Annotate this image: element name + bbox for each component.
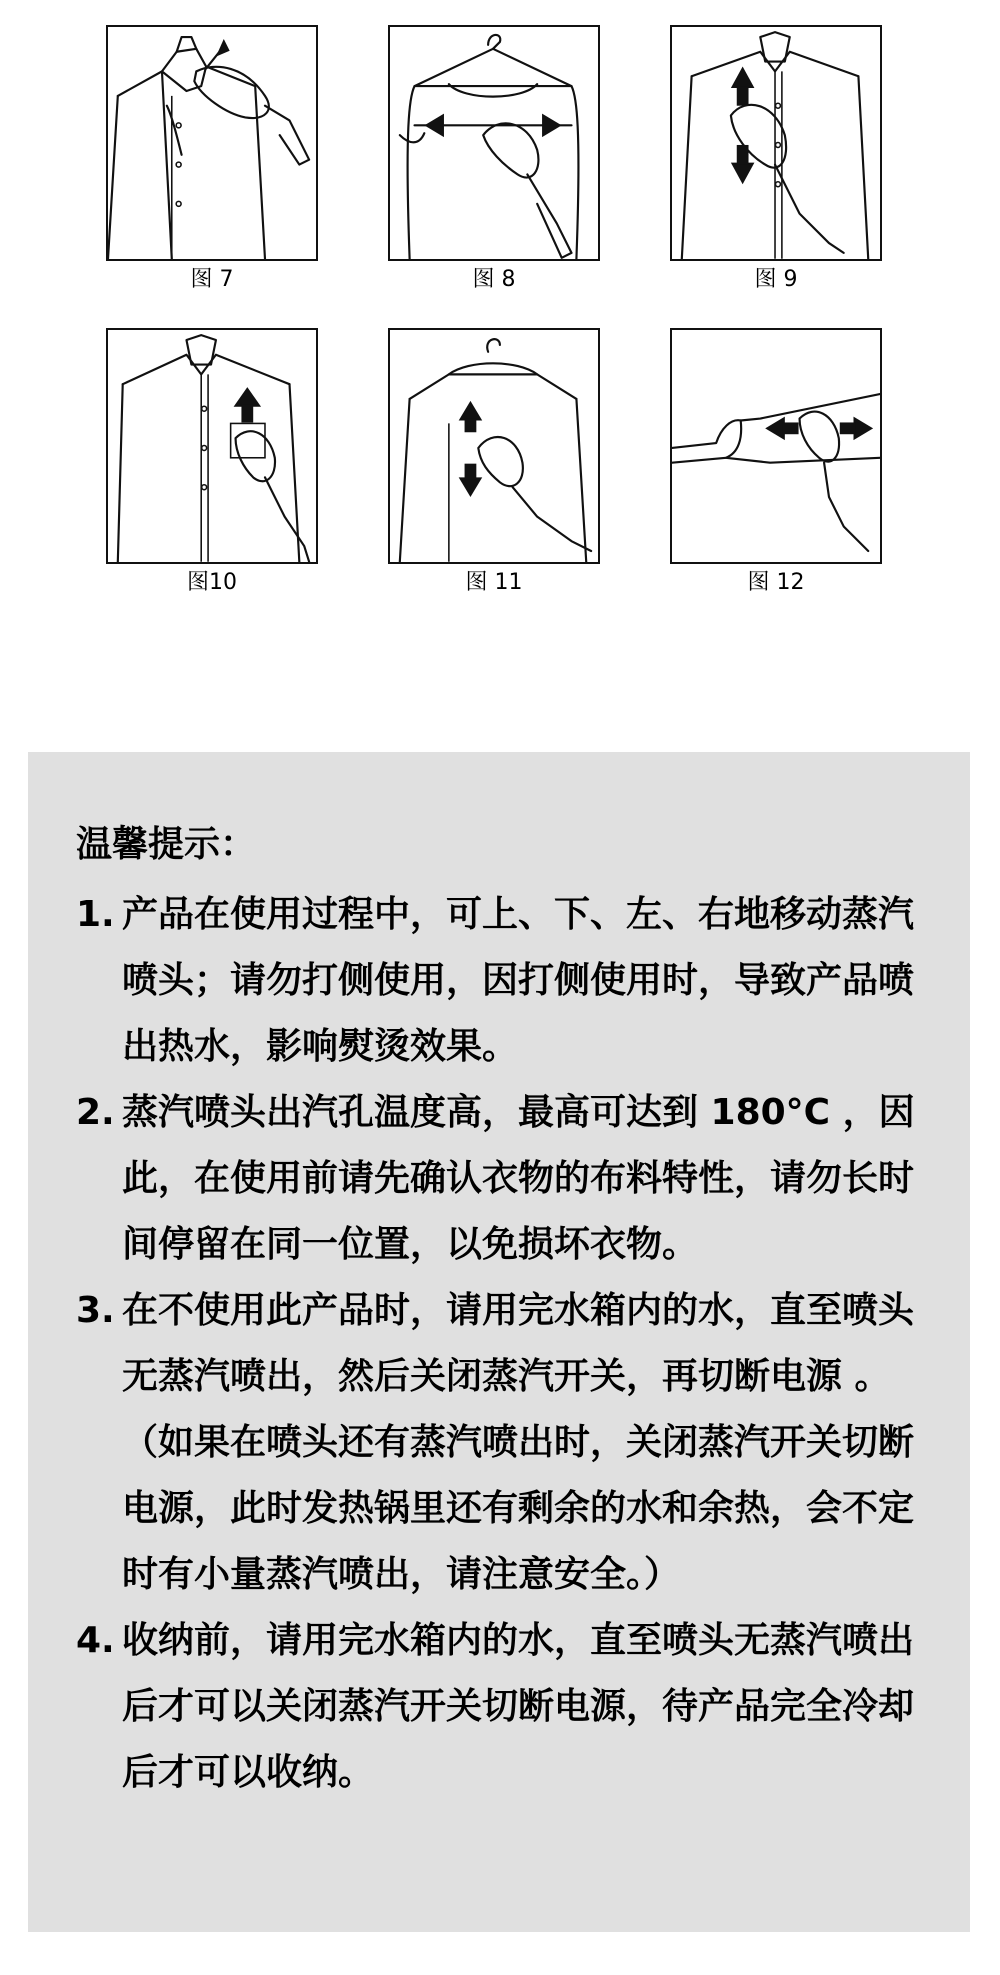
figure-11-illustration — [388, 328, 600, 564]
figure-11-caption: 图 11 — [465, 570, 523, 595]
figure-grid — [0, 0, 1000, 620]
tip-item-3 — [76, 1278, 922, 1608]
figure-12-caption: 图 12 — [747, 570, 805, 595]
tip-number: 1. — [76, 894, 115, 935]
figure-10-illustration — [106, 328, 318, 564]
tip-number: 4. — [76, 1620, 115, 1661]
tip-text: 蒸汽喷头出汽孔温度高，最高可达到 180°C ，因此，在使用前请先确认衣物的布料特性，请勿长时间停留在同一位置，以免损坏衣物。 — [122, 1092, 915, 1265]
figure-9-caption: 图 9 — [754, 267, 798, 292]
tips-panel — [28, 752, 970, 1932]
tips-title: 温馨提示： — [76, 824, 257, 865]
tip-text: 收纳前，请用完水箱内的水，直至喷头无蒸汽喷出后才可以关闭蒸汽开关切断电源，待产品完全冷却后才可以收纳。 — [122, 1620, 915, 1793]
tip-item-2 — [76, 1080, 922, 1278]
figure-8-caption: 图 8 — [472, 267, 516, 292]
tip-item-1 — [76, 882, 922, 1080]
figure-12 — [670, 328, 890, 596]
tip-item-4 — [76, 1608, 922, 1806]
figure-7-illustration — [106, 25, 318, 261]
figure-8 — [388, 25, 608, 293]
figure-9 — [670, 25, 890, 293]
figure-8-illustration — [388, 25, 600, 261]
tip-number: 2. — [76, 1092, 115, 1133]
tip-text: 在不使用此产品时，请用完水箱内的水，直至喷头无蒸汽喷出，然后关闭蒸汽开关，再切断电源 。（如果在喷头还有蒸汽喷出时，关闭蒸汽开关切断电源，此时发热锅里还有剩余的水和余热，会不定时有小量蒸汽喷出，请注意安全。） — [122, 1290, 915, 1595]
figure-7-caption: 图 7 — [190, 267, 234, 292]
figure-10 — [106, 328, 326, 596]
tip-text: 产品在使用过程中，可上、下、左、右地移动蒸汽喷头；请勿打侧使用，因打侧使用时，导致产品喷出热水，影响熨烫效果。 — [122, 894, 915, 1067]
figure-9-illustration — [670, 25, 882, 261]
figure-12-illustration — [670, 328, 882, 564]
figure-10-caption: 图10 — [187, 570, 237, 595]
figure-11 — [388, 328, 608, 596]
figure-7 — [106, 25, 326, 293]
tip-number: 3. — [76, 1290, 115, 1331]
